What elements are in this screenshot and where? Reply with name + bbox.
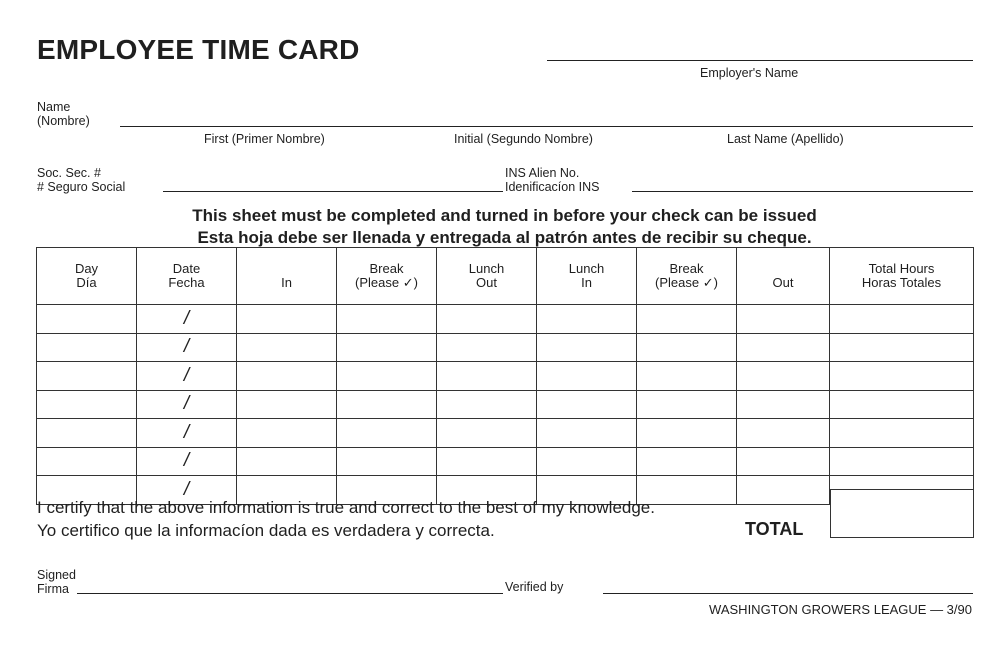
cell-lunch-in[interactable] xyxy=(537,447,637,476)
cell-in[interactable] xyxy=(237,390,337,419)
cell-total-hours[interactable] xyxy=(830,419,974,448)
cell-break-1[interactable] xyxy=(337,333,437,362)
signed-label-en: Signed xyxy=(37,568,76,582)
cell-lunch-in[interactable] xyxy=(537,333,637,362)
employer-name-label: Employer's Name xyxy=(700,66,799,80)
first-name-label: First (Primer Nombre) xyxy=(204,132,325,146)
cell-break-1[interactable] xyxy=(337,419,437,448)
date-separator: / xyxy=(183,450,190,472)
cell-day[interactable] xyxy=(37,447,137,476)
cell-total-hours[interactable] xyxy=(830,447,974,476)
date-separator: / xyxy=(183,421,190,443)
cell-break-2[interactable] xyxy=(637,447,737,476)
cell-lunch-out[interactable] xyxy=(437,305,537,334)
cell-out[interactable] xyxy=(737,419,830,448)
last-name-label: Last Name (Apellido) xyxy=(727,132,844,146)
cell-out[interactable] xyxy=(737,447,830,476)
cell-in[interactable] xyxy=(237,362,337,391)
header-lunch-out: Lunch Out xyxy=(437,248,537,305)
cell-in[interactable] xyxy=(237,305,337,334)
cell-lunch-out[interactable] xyxy=(437,419,537,448)
name-label xyxy=(37,100,90,128)
cell-total-hours[interactable] xyxy=(830,305,974,334)
initial-label: Initial (Segundo Nombre) xyxy=(454,132,593,146)
table-row xyxy=(37,362,974,391)
table-row xyxy=(37,419,974,448)
cell-lunch-in[interactable] xyxy=(537,305,637,334)
certification xyxy=(37,496,655,542)
total-label: TOTAL xyxy=(745,519,804,539)
header-lunch-in: Lunch In xyxy=(537,248,637,305)
header-total-hours: Total Hours Horas Totales xyxy=(830,248,974,305)
ssn-label xyxy=(37,166,125,194)
cell-date[interactable] xyxy=(137,362,237,391)
cell-out[interactable] xyxy=(737,305,830,334)
verified-label: Verified by xyxy=(505,580,564,594)
cell-in[interactable] xyxy=(237,447,337,476)
cell-break-2[interactable] xyxy=(637,390,737,419)
header-break-2: Break (Please ✓) xyxy=(637,248,737,305)
header-out: Out xyxy=(737,248,830,305)
date-separator: / xyxy=(183,393,190,415)
cell-break-2[interactable] xyxy=(637,362,737,391)
instructions-es: Esta hoja debe ser llenada y entregada al patrón antes de recibir su cheque. xyxy=(197,228,812,247)
cell-day[interactable] xyxy=(37,333,137,362)
table-row xyxy=(37,390,974,419)
cell-date[interactable] xyxy=(137,390,237,419)
date-separator: / xyxy=(183,478,190,500)
table-header-row xyxy=(37,248,974,305)
cell-break-2[interactable] xyxy=(637,333,737,362)
date-separator: / xyxy=(183,364,190,386)
form-title: EMPLOYEE TIME CARD xyxy=(37,34,360,65)
cell-date[interactable] xyxy=(137,447,237,476)
header-in: In xyxy=(237,248,337,305)
instructions-en: This sheet must be completed and turned in before your check can be issued xyxy=(192,206,817,225)
table-row xyxy=(37,305,974,334)
cell-break-1[interactable] xyxy=(337,305,437,334)
cell-break-1[interactable] xyxy=(337,390,437,419)
cell-total-hours[interactable] xyxy=(830,362,974,391)
signature-line[interactable] xyxy=(77,593,503,594)
certification-es: Yo certifico que la informacíon dada es verdadera y correcta. xyxy=(37,521,495,540)
table-row xyxy=(37,333,974,362)
cell-in[interactable] xyxy=(237,333,337,362)
table-row xyxy=(37,447,974,476)
header-date: Date Fecha xyxy=(137,248,237,305)
ssn-line[interactable] xyxy=(163,191,503,192)
instructions xyxy=(36,205,973,249)
cell-break-1[interactable] xyxy=(337,447,437,476)
signed-label xyxy=(37,568,76,596)
cell-break-2[interactable] xyxy=(637,419,737,448)
name-line[interactable] xyxy=(120,126,973,127)
name-label-en: Name xyxy=(37,100,71,114)
ins-label-en: INS Alien No. xyxy=(505,166,580,180)
cell-day[interactable] xyxy=(37,390,137,419)
total-box[interactable] xyxy=(830,489,974,538)
cell-break-2[interactable] xyxy=(637,305,737,334)
date-separator: / xyxy=(183,336,190,358)
verified-line[interactable] xyxy=(603,593,973,594)
cell-out[interactable] xyxy=(737,390,830,419)
cell-lunch-in[interactable] xyxy=(537,362,637,391)
ins-line[interactable] xyxy=(632,191,973,192)
cell-out[interactable] xyxy=(737,362,830,391)
ssn-label-es: # Seguro Social xyxy=(37,180,126,194)
cell-day[interactable] xyxy=(37,419,137,448)
publisher-footer: WASHINGTON GROWERS LEAGUE — 3/90 xyxy=(709,602,972,617)
certification-en: I certify that the above information is true and correct to the best of my knowledge. xyxy=(37,498,655,517)
cell-lunch-out[interactable] xyxy=(437,362,537,391)
date-separator: / xyxy=(183,307,190,329)
time-rows xyxy=(37,305,974,505)
cell-total-hours[interactable] xyxy=(830,390,974,419)
ins-label xyxy=(505,166,600,194)
cell-total-hours[interactable] xyxy=(830,333,974,362)
header-day: Day Día xyxy=(37,248,137,305)
cell-in[interactable] xyxy=(237,419,337,448)
cell-date[interactable] xyxy=(137,333,237,362)
cell-lunch-out[interactable] xyxy=(437,333,537,362)
cell-date[interactable] xyxy=(137,305,237,334)
cell-lunch-out[interactable] xyxy=(437,390,537,419)
cell-day[interactable] xyxy=(37,362,137,391)
ssn-label-en: Soc. Sec. # xyxy=(37,166,101,180)
cell-lunch-in[interactable] xyxy=(537,419,637,448)
cell-out[interactable] xyxy=(737,333,830,362)
cell-break-1[interactable] xyxy=(337,362,437,391)
cell-day[interactable] xyxy=(37,305,137,334)
cell-out[interactable] xyxy=(737,476,830,505)
cell-date[interactable] xyxy=(137,419,237,448)
ins-label-es: Idenificacíon INS xyxy=(505,180,600,194)
header-break-1: Break (Please ✓) xyxy=(337,248,437,305)
cell-lunch-in[interactable] xyxy=(537,390,637,419)
cell-lunch-out[interactable] xyxy=(437,447,537,476)
time-table xyxy=(36,247,974,505)
signed-label-es: Firma xyxy=(37,582,69,596)
name-label-es: (Nombre) xyxy=(37,114,90,128)
employer-name-line[interactable] xyxy=(547,60,973,61)
